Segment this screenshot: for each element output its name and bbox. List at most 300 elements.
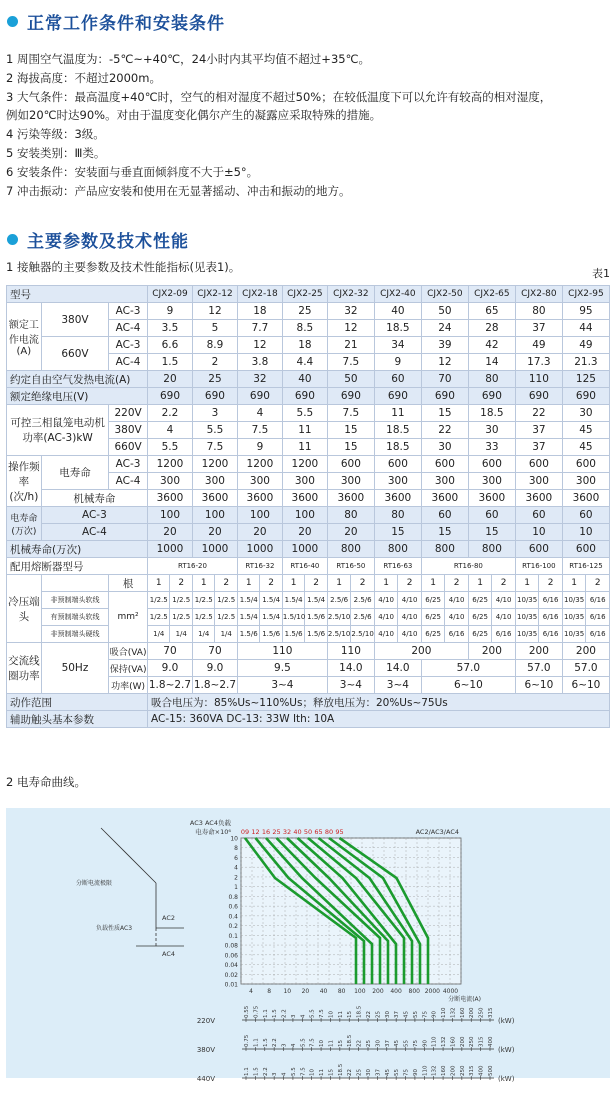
table-cell: 600 (515, 456, 562, 473)
table-row (7, 388, 610, 405)
voltage-value: 110 (422, 1065, 429, 1076)
voltage-value: 45 (384, 1069, 391, 1076)
model-name: CJX2-12 (192, 286, 237, 303)
table-cell: 20 (282, 524, 327, 541)
voltage-value: 0.75 (253, 1005, 260, 1018)
table-cell: 非预制端头软线 (41, 592, 108, 609)
x-tick-label: 4 (249, 988, 253, 995)
table-cell: 380V (41, 303, 108, 337)
table-cell: 2 (170, 575, 192, 592)
table-cell: 5.5 (148, 439, 193, 456)
table-cell: 3600 (562, 490, 609, 507)
voltage-value: 45 (394, 1040, 401, 1047)
table-cell: 电寿命(万次) (7, 507, 42, 541)
voltage-value: 200 (469, 1007, 476, 1018)
model-name: CJX2-65 (468, 286, 515, 303)
life-curve-svg (6, 808, 610, 1083)
x-tick-label: 20 (301, 988, 310, 995)
table-cell: 40 (374, 303, 421, 320)
x-tick-label: 4000 (442, 988, 459, 995)
table-cell: 4/10 (398, 609, 422, 626)
y-tick-label: 10 (230, 835, 238, 843)
x-tick-label: 40 (319, 988, 328, 995)
table-cell: 25 (192, 371, 237, 388)
table-cell: 3600 (421, 490, 468, 507)
table-cell: 690 (374, 388, 421, 405)
table-cell: 1.5/6 (305, 626, 327, 643)
model-name: CJX2-32 (327, 286, 374, 303)
table-cell: 2 (260, 575, 282, 592)
table-cell: 300 (282, 473, 327, 490)
table-cell: 1 (562, 575, 586, 592)
table-cell: 600 (562, 541, 609, 558)
section1-title: 正常工作条件和安装条件 (27, 13, 225, 34)
table-cell: 300 (374, 473, 421, 490)
life-curve-chart (6, 808, 610, 1083)
voltage-value: 11 (328, 1040, 335, 1047)
voltage-value: 0.75 (244, 1034, 250, 1047)
table-cell: 690 (237, 388, 282, 405)
table-cell: 9.0 (192, 660, 237, 677)
voltage-value: 37 (375, 1069, 382, 1076)
table-cell: 10 (562, 524, 609, 541)
voltage-value: 0.55 (244, 1005, 250, 1018)
table-cell: 60 (421, 507, 468, 524)
table-row (7, 371, 610, 388)
table-cell: RT16-125 (562, 558, 609, 575)
table-cell: 2.5/10 (327, 626, 351, 643)
inset-label: 负载性质AC3 (96, 925, 133, 932)
x-tick-label: 100 (354, 988, 366, 995)
table-cell: 690 (562, 388, 609, 405)
table-cell: 吸合(VA) (109, 643, 148, 660)
table-row (7, 643, 610, 660)
table-cell: 1 (192, 575, 214, 592)
table-cell: 12 (237, 337, 282, 354)
table-cell: 1.5/4 (305, 592, 327, 609)
voltage-value: 4 (300, 1014, 307, 1018)
table-cell: 800 (468, 541, 515, 558)
table-cell: 28 (468, 320, 515, 337)
table-cell: 37 (515, 422, 562, 439)
y-tick-label: 8 (234, 845, 238, 853)
table-row (7, 286, 610, 303)
table-cell: 37 (515, 320, 562, 337)
voltage-value: 30 (384, 1011, 391, 1018)
table-cell: 110 (515, 371, 562, 388)
x-tick-label: 8 (267, 988, 272, 995)
voltage-value: 250 (459, 1065, 466, 1076)
voltage-value: 10 (328, 1011, 335, 1018)
x-tick-label: 80 (337, 988, 346, 995)
table-row (7, 711, 610, 728)
table-cell: 380V (109, 422, 148, 439)
voltage-value: 110 (441, 1007, 448, 1018)
table-row (7, 626, 610, 643)
table-cell: 15 (327, 439, 374, 456)
table-cell: 800 (374, 541, 421, 558)
table-cell: 7.5 (192, 439, 237, 456)
table-cell (41, 575, 108, 592)
table-cell: 2 (539, 575, 563, 592)
table-cell: 保持(VA) (109, 660, 148, 677)
voltage-label: 220V (196, 1017, 215, 1025)
table-cell: 70 (192, 643, 237, 660)
table-cell: 2 (215, 575, 237, 592)
table-cell: 60 (515, 507, 562, 524)
table-cell: 3600 (468, 490, 515, 507)
voltage-value: 55 (394, 1069, 401, 1076)
y-tick-label: 0.06 (224, 952, 238, 960)
table-cell: 57.0 (421, 660, 515, 677)
table-cell: 操作频率(次/h) (7, 456, 42, 507)
y-tick-label: 0.2 (228, 923, 238, 931)
voltage-value: 160 (450, 1036, 457, 1047)
table-cell: RT16-100 (515, 558, 562, 575)
table-cell: 100 (148, 507, 193, 524)
table-cell: 600 (468, 456, 515, 473)
table-cell: 10/35 (562, 609, 586, 626)
voltage-value: 3 (290, 1014, 297, 1018)
table-cell: 50 (327, 371, 374, 388)
table-cell: AC-4 (109, 473, 148, 490)
table-cell: 690 (327, 388, 374, 405)
table-row (7, 592, 610, 609)
table-cell: RT16-63 (374, 558, 421, 575)
table-cell: 辅助触头基本参数 (7, 711, 148, 728)
table-cell: 30 (421, 439, 468, 456)
table-cell: 100 (192, 507, 237, 524)
table-cell: 44 (562, 320, 609, 337)
voltage-value: 1.1 (253, 1038, 260, 1047)
series-label: 95 (335, 828, 344, 836)
table-cell: 9.5 (237, 660, 327, 677)
model-name: CJX2-50 (421, 286, 468, 303)
table-row (7, 405, 610, 422)
table-cell: 60 (374, 371, 421, 388)
table-cell: 6.6 (148, 337, 193, 354)
inset-label: 分断电流极限 (76, 880, 113, 887)
table-cell: 200 (468, 643, 515, 660)
table-cell: 配用熔断器型号 (7, 558, 148, 575)
table-cell: 10 (515, 524, 562, 541)
table-cell: 100 (237, 507, 282, 524)
voltage-value: 90 (412, 1069, 419, 1076)
voltage-value: 15 (328, 1069, 335, 1076)
table-cell: 800 (327, 541, 374, 558)
model-name: CJX2-40 (374, 286, 421, 303)
condition-item: 5 安装类别：Ⅲ类。 (6, 146, 106, 160)
bullet-dot-icon (7, 16, 18, 27)
voltage-value: 250 (469, 1036, 476, 1047)
table-cell: 8.5 (282, 320, 327, 337)
y-tick-label: 0.4 (228, 913, 238, 921)
table-cell: RT16-40 (282, 558, 327, 575)
y-tick-label: 0.04 (224, 962, 238, 970)
table-cell: 2.5/6 (327, 592, 351, 609)
table-cell: 1.5 (148, 354, 193, 371)
table-cell: 有预制端头软线 (41, 609, 108, 626)
voltage-value: 30 (375, 1040, 382, 1047)
table-cell: 20 (192, 524, 237, 541)
table-cell: 2 (445, 575, 469, 592)
voltage-value: 15 (347, 1011, 354, 1018)
table-cell: 6/25 (421, 609, 445, 626)
table-cell: 1/4 (215, 626, 237, 643)
y-tick-label: 0.01 (224, 981, 238, 989)
table-cell: 37 (515, 439, 562, 456)
table-cell: 1.5/6 (260, 626, 282, 643)
voltage-value: 400 (478, 1065, 485, 1076)
table-cell: 1/2.5 (192, 609, 214, 626)
table-cell: 1.5/4 (282, 592, 304, 609)
table-cell: 2.5/10 (327, 609, 351, 626)
table-cell: 14 (468, 354, 515, 371)
table-cell: 32 (327, 303, 374, 320)
table-cell: 1200 (237, 456, 282, 473)
inset-label: AC2 (162, 914, 176, 922)
table-row (7, 507, 610, 524)
table-cell: 10/35 (515, 626, 539, 643)
voltage-value: 132 (431, 1065, 438, 1076)
table-cell: 6/25 (421, 626, 445, 643)
series-label: 09 (240, 828, 250, 836)
table-cell: 39 (421, 337, 468, 354)
table-cell: 1000 (148, 541, 193, 558)
table-cell: 1/4 (148, 626, 170, 643)
condition-item: 6 安装条件：安装面与垂直面倾斜度不大于±5°。 (6, 165, 259, 179)
table-cell: 根 (109, 575, 148, 592)
table-cell: 1/4 (192, 626, 214, 643)
table-row (7, 524, 610, 541)
table-cell: 50 (421, 303, 468, 320)
table-cell: 45 (562, 439, 609, 456)
voltage-value: 25 (375, 1011, 382, 1018)
series-label: 50 (303, 828, 313, 836)
table-cell: 2 (305, 575, 327, 592)
table-cell: 3600 (148, 490, 193, 507)
model-name: CJX2-80 (515, 286, 562, 303)
voltage-value: 22 (356, 1040, 363, 1047)
table-cell: 4 (237, 405, 282, 422)
table-cell: 200 (515, 643, 562, 660)
table-cell: 动作范围 (7, 694, 148, 711)
table-cell: 22 (515, 405, 562, 422)
table-cell: 1/2.5 (148, 592, 170, 609)
table-cell: 15 (421, 524, 468, 541)
table-cell: 125 (562, 371, 609, 388)
table-cell: 1/2.5 (148, 609, 170, 626)
table-row (7, 337, 610, 354)
table-cell: 9.0 (148, 660, 193, 677)
voltage-label: 380V (196, 1046, 215, 1054)
table-cell: 1.5/4 (237, 609, 259, 626)
voltage-value: 2.2 (281, 1009, 288, 1018)
table-cell: 6/25 (468, 609, 492, 626)
table-cell: 1.5/6 (305, 609, 327, 626)
series-label: 16 (261, 828, 271, 836)
table-cell: 10/35 (515, 592, 539, 609)
table-cell: 49 (562, 337, 609, 354)
condition-item: 3 大气条件：最高温度+40℃时，空气的相对湿度不超过50%；在较低温度下可以允许有较高的相对湿度， (6, 90, 552, 104)
table-cell: 交流线圈功率 (7, 643, 42, 694)
table-cell: 1.5/4 (260, 592, 282, 609)
legend-left: AC3 AC4负载 (189, 819, 231, 827)
table-cell: 1/2.5 (215, 609, 237, 626)
table-cell: 200 (374, 643, 468, 660)
table-cell: 3600 (327, 490, 374, 507)
table-cell: 1.5/4 (237, 592, 259, 609)
y-tick-label: 0.8 (228, 893, 238, 901)
table-cell: 6/25 (468, 626, 492, 643)
table-cell: 65 (468, 303, 515, 320)
table-cell: 1 (282, 575, 304, 592)
table-cell: 1.5/6 (282, 626, 304, 643)
voltage-value: 10 (319, 1040, 326, 1047)
table-cell: 18.5 (374, 422, 421, 439)
table-cell: 3.8 (237, 354, 282, 371)
series-label: 12 (251, 828, 260, 836)
voltage-value: 132 (450, 1007, 457, 1018)
table-cell: 2 (351, 575, 375, 592)
table-cell: RT16-80 (421, 558, 515, 575)
x-tick-label: 2000 (424, 988, 441, 995)
table-cell: 110 (327, 643, 374, 660)
table-cell: 4/10 (374, 592, 398, 609)
section2-title: 主要参数及技术性能 (27, 231, 189, 252)
table-cell: 690 (192, 388, 237, 405)
table-cell: RT16-32 (237, 558, 282, 575)
table-cell: 6/16 (492, 626, 516, 643)
table-cell: 3~4 (327, 677, 374, 694)
table-cell: AC-3 (109, 303, 148, 320)
table-cell: 4/10 (374, 609, 398, 626)
table-cell: 吸合电压为：85%Us~110%Us；释放电压为：20%Us~75Us (148, 694, 610, 711)
series-label: 65 (314, 828, 323, 836)
voltage-value: 18.5 (337, 1063, 344, 1076)
table-cell: 80 (515, 303, 562, 320)
table-cell: 1.5/10 (282, 609, 304, 626)
table-cell: 110 (237, 643, 327, 660)
table-cell: 690 (282, 388, 327, 405)
table-cell: 4.4 (282, 354, 327, 371)
voltage-value: 4 (281, 1072, 288, 1076)
table-cell: 4/10 (374, 626, 398, 643)
table-cell: 690 (515, 388, 562, 405)
table-cell: 14.0 (374, 660, 421, 677)
voltage-value: 250 (478, 1007, 485, 1018)
table-cell: 1 (468, 575, 492, 592)
section1-header (0, 6, 225, 36)
x-tick-label: 400 (390, 988, 402, 995)
table-cell: 8.9 (192, 337, 237, 354)
table-cell: 14.0 (327, 660, 374, 677)
table-cell: 5.5 (282, 405, 327, 422)
table-cell: 12 (421, 354, 468, 371)
table-cell: 660V (41, 337, 108, 371)
series-label: 32 (282, 828, 292, 836)
table-cell: 300 (515, 473, 562, 490)
table-cell: 功率(W) (109, 677, 148, 694)
table-cell: 33 (468, 439, 515, 456)
table-cell: 1000 (237, 541, 282, 558)
table-cell: 2.5/10 (351, 626, 375, 643)
voltage-value: 90 (431, 1011, 438, 1018)
condition-item: 例如20℃时达90%。对由于温度变化偶尔产生的凝露应采取特殊的措施。 (6, 108, 382, 122)
table-cell: 1.8~2.7 (192, 677, 237, 694)
y-tick-label: 0.08 (224, 942, 238, 950)
table-cell: AC-15: 360VA DC-13: 33W Ith: 10A (148, 711, 610, 728)
table-cell: 690 (468, 388, 515, 405)
table-cell: 2 (492, 575, 516, 592)
table-cell: 32 (237, 371, 282, 388)
table-cell: AC-4 (109, 320, 148, 337)
table-cell: 25 (282, 303, 327, 320)
voltage-value: 2.2 (262, 1067, 269, 1076)
table-cell: 6/25 (421, 592, 445, 609)
table-row (7, 490, 610, 507)
table-cell: 7.5 (327, 405, 374, 422)
table-cell: 18.5 (468, 405, 515, 422)
table-cell: 3 (192, 405, 237, 422)
x-tick-label: 800 (408, 988, 420, 995)
table-cell: 1.8~2.7 (148, 677, 193, 694)
table-cell: 18.5 (374, 320, 421, 337)
series-label: 25 (272, 828, 281, 836)
table-cell: 9 (374, 354, 421, 371)
table-cell: 1200 (148, 456, 193, 473)
table-cell: 1 (374, 575, 398, 592)
series-label: 80 (324, 828, 334, 836)
rated-current-label: 额定工作电流(A) (7, 303, 42, 371)
model-name: CJX2-95 (562, 286, 609, 303)
voltage-value: 7.5 (319, 1009, 326, 1018)
table-cell: 6/16 (539, 592, 563, 609)
y-tick-label: 4 (234, 864, 238, 872)
table-cell: 1 (327, 575, 351, 592)
bullet-dot-icon (7, 234, 18, 245)
voltage-value: 90 (422, 1040, 429, 1047)
voltage-value: 25 (366, 1040, 372, 1047)
table-cell: 40 (282, 371, 327, 388)
voltage-value: 132 (441, 1036, 448, 1047)
voltage-value: 75 (412, 1040, 419, 1047)
table-cell: 6/16 (586, 609, 610, 626)
table-cell: 4 (148, 422, 193, 439)
table-cell: 30 (562, 405, 609, 422)
table-row (7, 541, 610, 558)
table-cell: 49 (515, 337, 562, 354)
table-cell: 约定自由空气发热电流(A) (7, 371, 148, 388)
table-cell: 21 (327, 337, 374, 354)
table-cell: RT16-50 (327, 558, 374, 575)
table-cell: 额定绝缘电压(V) (7, 388, 148, 405)
table-cell: 600 (327, 456, 374, 473)
table-cell: 1200 (282, 456, 327, 473)
table-cell: 6~10 (515, 677, 562, 694)
voltage-value: 315 (488, 1007, 494, 1018)
table-intro: 1 接触器的主要参数及技术性能指标(见表1)。 (6, 260, 241, 274)
table-cell: 6/25 (468, 592, 492, 609)
table-cell: 可控三相鼠笼电动机功率(AC-3)kW (7, 405, 109, 456)
x-axis-label: 分断电流(A) (448, 996, 481, 1003)
table-cell: 2 (192, 354, 237, 371)
table-cell: 21.3 (562, 354, 609, 371)
table-row (7, 694, 610, 711)
x-tick-label: 10 (283, 988, 292, 995)
table-cell: 42 (468, 337, 515, 354)
voltage-value: 3 (272, 1072, 279, 1076)
